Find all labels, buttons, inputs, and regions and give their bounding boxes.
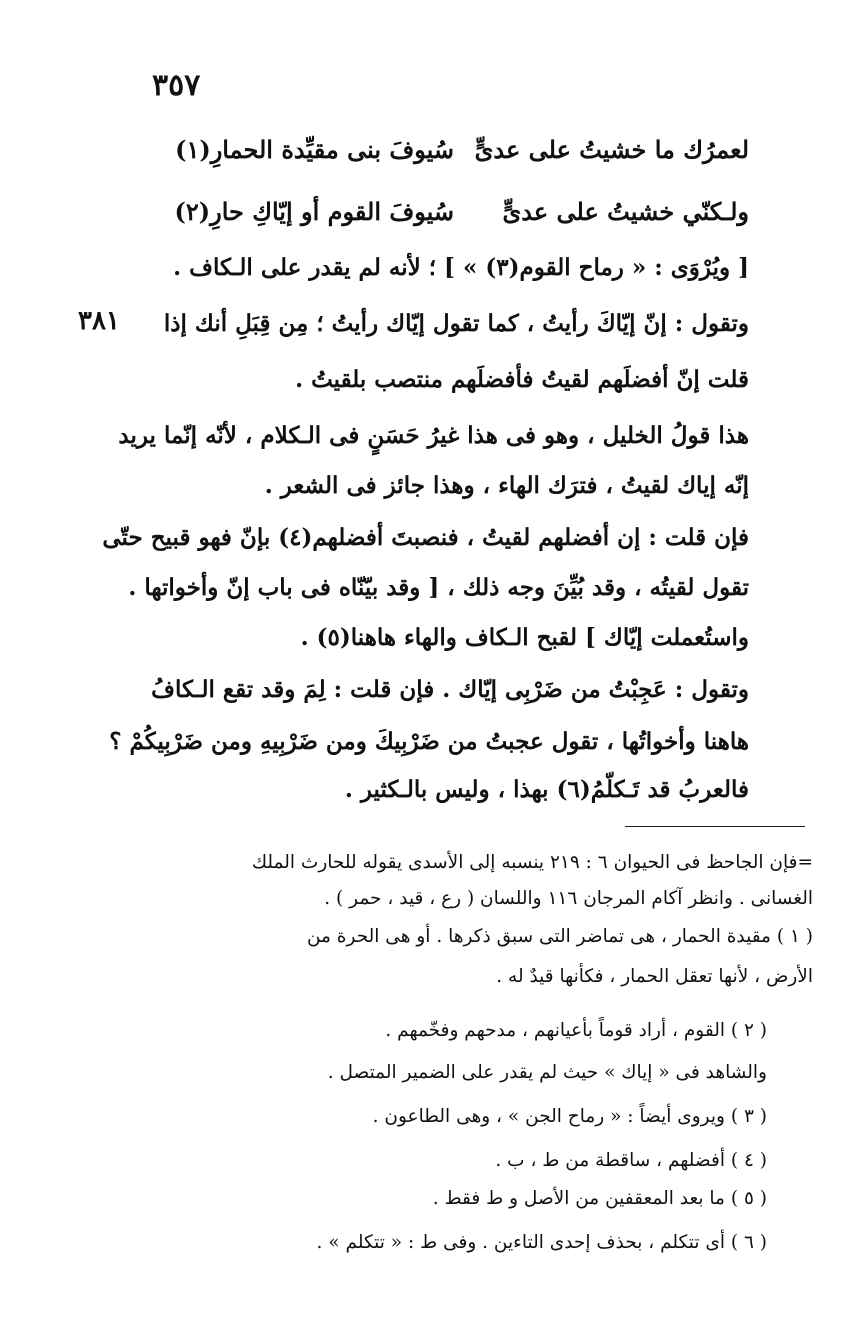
text-line: فالعربُ قد تَـكلّمُ(٦) بهذا ، وليس بالـكثير . <box>344 776 749 803</box>
footnote-line: ( ٣ ) ويروى أيضاً : « رماح الجن » ، وهى الطاعون . <box>372 1106 767 1127</box>
footnote-line: ( ٢ ) القوم ، أراد قوماً بأعيانهم ، مدحهم وفخّمهم . <box>385 1020 767 1041</box>
verse-hemistich: ولـكنّي خشيتُ على عدىٍّ <box>502 197 749 226</box>
text-line: هذا قولُ الخليل ، وهو فى هذا غيرُ حَسَنٍ فى الـكلام ، لأنّه إنّما يريد <box>118 422 749 449</box>
footnote-line: =فإن الجاحظ فى الحيوان ٦ : ٢١٩ ينسبه إلى الأسدى يقوله للحارث الملك <box>251 852 813 873</box>
footnote-line: ( ٦ ) أى تتكلم ، بحذف إحدى التاءين . وفى ط : « تتكلم » . <box>316 1232 767 1253</box>
footnote-line: والشاهد فى « إياك » حيث لم يقدر على الضمير المتصل . <box>327 1062 767 1083</box>
text-line: إنّه إياك لقيتُ ، فترَك الهاء ، وهذا جائز فى الشعر . <box>264 472 749 499</box>
page-number: ٣٥٧ <box>152 68 201 103</box>
text-line: وتقول : عَجِبْتُ من ضَرْبِى إيّاك . فإن قلت : لِمَ وقد تقع الـكافُ <box>151 676 749 703</box>
margin-number: ٣٨١ <box>78 306 120 336</box>
footnote-line: الغسانى . وانظر آكام المرجان ١١٦ واللسان ( رع ، قيد ، حمر ) . <box>324 888 813 909</box>
text-line: وتقول : إنّ إيّاكَ رأيتُ ، كما تقول إيّاك رأيتُ ؛ مِن قِبَلِ أنك إذا <box>163 310 749 337</box>
verse-hemistich: سُيوفَ بنى مقيِّدة الحمارِ(١) <box>175 135 454 164</box>
text-line: قلت إنّ أفضلَهم لقيتُ فأفضلَهم منتصب بلقيتُ . <box>295 366 749 393</box>
footnote-line: ( ٥ ) ما بعد المعقفين من الأصل و ط فقط . <box>432 1188 767 1209</box>
text-line: تقول لقيتُه ، وقد بُيِّنَ وجه ذلك ، [ وقد بيّنّاه فى باب إنّ وأخواتها . <box>128 574 749 601</box>
text-line: هاهنا وأخواتُها ، تقول عجبتُ من ضَرْبِيكَ ومن ضَرْبِيهِ ومن ضَرْبِيكُمْ ؟ <box>109 728 749 755</box>
text-line: واستُعملت إيّاك ] لقبح الـكاف والهاء هاهنا(٥) . <box>300 624 749 651</box>
text-line: [ ويُرْوَى : « رماح القوم(٣) » ] ؛ لأنه لم يقدر على الـكاف . <box>173 254 749 281</box>
footnote-line: الأرض ، لأنها تعقل الحمار ، فكأنها قيدٌ له . <box>496 966 813 987</box>
verse-line <box>175 128 749 172</box>
verse-hemistich: سُيوفَ القوم أو إيّاكِ حارِ(٢) <box>174 197 454 226</box>
footnote-line: ( ٤ ) أفضلهم ، ساقطة من ط ، ب . <box>495 1150 767 1171</box>
footnote-separator <box>625 826 805 827</box>
footnote-line: ( ١ ) مقيدة الحمار ، هى تماضر التى سبق ذكرها . أو هى الحرة من <box>306 926 813 947</box>
verse-hemistich: لعمرُك ما خشيتُ على عدىٍّ <box>474 135 749 164</box>
text-line: فإن قلت : إن أفضلهم لقيتُ ، فنصبتَ أفضلهم(٤) بإنّ فهو قبيح حتّى <box>102 524 749 551</box>
verse-line <box>175 190 749 234</box>
